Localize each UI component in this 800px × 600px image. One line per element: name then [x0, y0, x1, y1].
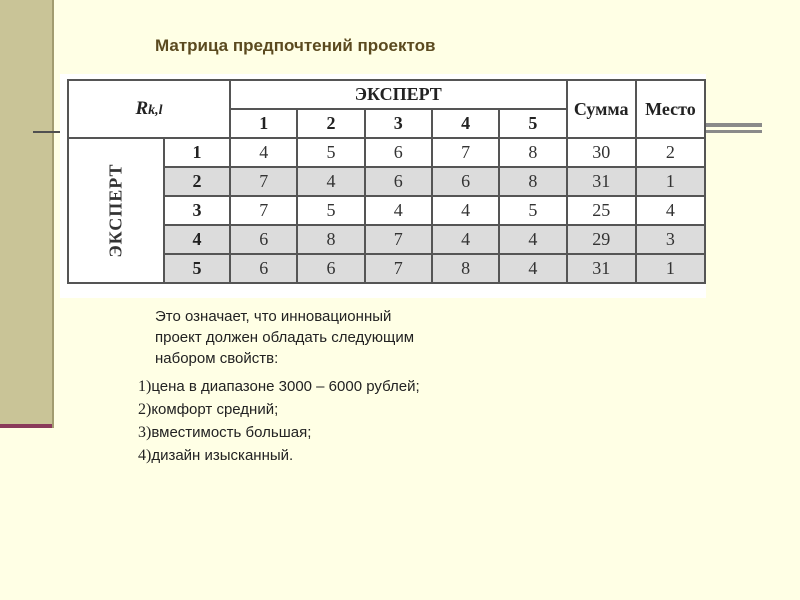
table-row [68, 225, 705, 254]
table-cell: 6 [230, 225, 297, 254]
table-cell: 5 [297, 196, 364, 225]
place-cell: 1 [636, 254, 705, 283]
table-cell: 4 [432, 196, 499, 225]
expert-rows-header [68, 138, 164, 283]
sum-cell: 31 [567, 167, 636, 196]
table-row [68, 138, 705, 167]
table-cell: 7 [230, 196, 297, 225]
sum-cell: 30 [567, 138, 636, 167]
table-cell: 6 [432, 167, 499, 196]
table-row [68, 254, 705, 283]
sum-cell: 29 [567, 225, 636, 254]
column-header: 2 [297, 109, 364, 138]
table-cell: 6 [365, 167, 432, 196]
table-cell: 8 [297, 225, 364, 254]
table-cell: 4 [432, 225, 499, 254]
place-cell: 3 [636, 225, 705, 254]
table-row [68, 167, 705, 196]
table-cell: 7 [230, 167, 297, 196]
sum-cell: 31 [567, 254, 636, 283]
conclusion-line: проект должен обладать следующим [155, 329, 415, 346]
column-header: 5 [499, 109, 566, 138]
table-cell: 5 [297, 138, 364, 167]
row-header: 3 [164, 196, 230, 225]
table-cell: 4 [499, 225, 566, 254]
corner-header-subscript: k,l [148, 103, 163, 118]
sum-header: Сумма [567, 80, 636, 138]
table-cell: 7 [365, 254, 432, 283]
conclusion-line: Это означает, что инновационный [155, 308, 392, 325]
place-header: Место [636, 80, 705, 138]
table-cell: 4 [297, 167, 364, 196]
place-cell: 4 [636, 196, 705, 225]
table-cell: 8 [499, 138, 566, 167]
row-header: 4 [164, 225, 230, 254]
row-header: 5 [164, 254, 230, 283]
table-cell: 7 [432, 138, 499, 167]
table-cell: 5 [499, 196, 566, 225]
preference-matrix-panel [60, 74, 706, 298]
decorative-rule-right-lower [706, 130, 762, 133]
list-item-text: комфорт средний; [151, 401, 279, 418]
list-item-text: цена в диапазоне 3000 – 6000 рублей; [151, 378, 420, 395]
corner-header-main: R [135, 98, 149, 119]
list-item-number: 2) [138, 401, 152, 418]
list-item-number: 3) [138, 424, 152, 441]
expert-rows-label: ЭКСПЕРТ [105, 163, 126, 258]
table-cell: 8 [499, 167, 566, 196]
decorative-side-bar-edge [52, 0, 54, 428]
place-cell: 1 [636, 167, 705, 196]
table-cell: 6 [297, 254, 364, 283]
sum-cell: 25 [567, 196, 636, 225]
conclusion-text [155, 306, 414, 369]
place-cell: 2 [636, 138, 705, 167]
slide-title: Матрица предпочтений проектов [155, 36, 436, 55]
expert-columns-header: ЭКСПЕРТ [230, 80, 566, 109]
corner-header [68, 80, 230, 138]
column-header: 1 [230, 109, 297, 138]
list-item [138, 421, 420, 444]
preference-matrix-table [67, 79, 706, 284]
column-header: 3 [365, 109, 432, 138]
list-item-number: 4) [138, 447, 152, 464]
decorative-side-bar [0, 0, 52, 428]
table-cell: 4 [365, 196, 432, 225]
decorative-side-bar-accent [0, 424, 52, 428]
list-item-number: 1) [138, 378, 152, 395]
table-cell: 7 [365, 225, 432, 254]
row-header: 1 [164, 138, 230, 167]
column-header: 4 [432, 109, 499, 138]
list-item [138, 398, 420, 421]
table-header-row [68, 80, 705, 109]
table-cell: 6 [365, 138, 432, 167]
list-item [138, 444, 420, 467]
list-item-text: дизайн изысканный. [151, 447, 294, 464]
list-item [138, 375, 420, 398]
row-header: 2 [164, 167, 230, 196]
conclusion-line: набором свойств: [155, 350, 279, 367]
properties-list [138, 375, 420, 467]
table-cell: 8 [432, 254, 499, 283]
decorative-rule-right [706, 123, 762, 127]
list-item-text: вместимость большая; [151, 424, 312, 441]
table-cell: 4 [499, 254, 566, 283]
table-row [68, 196, 705, 225]
table-cell: 4 [230, 138, 297, 167]
table-cell: 6 [230, 254, 297, 283]
